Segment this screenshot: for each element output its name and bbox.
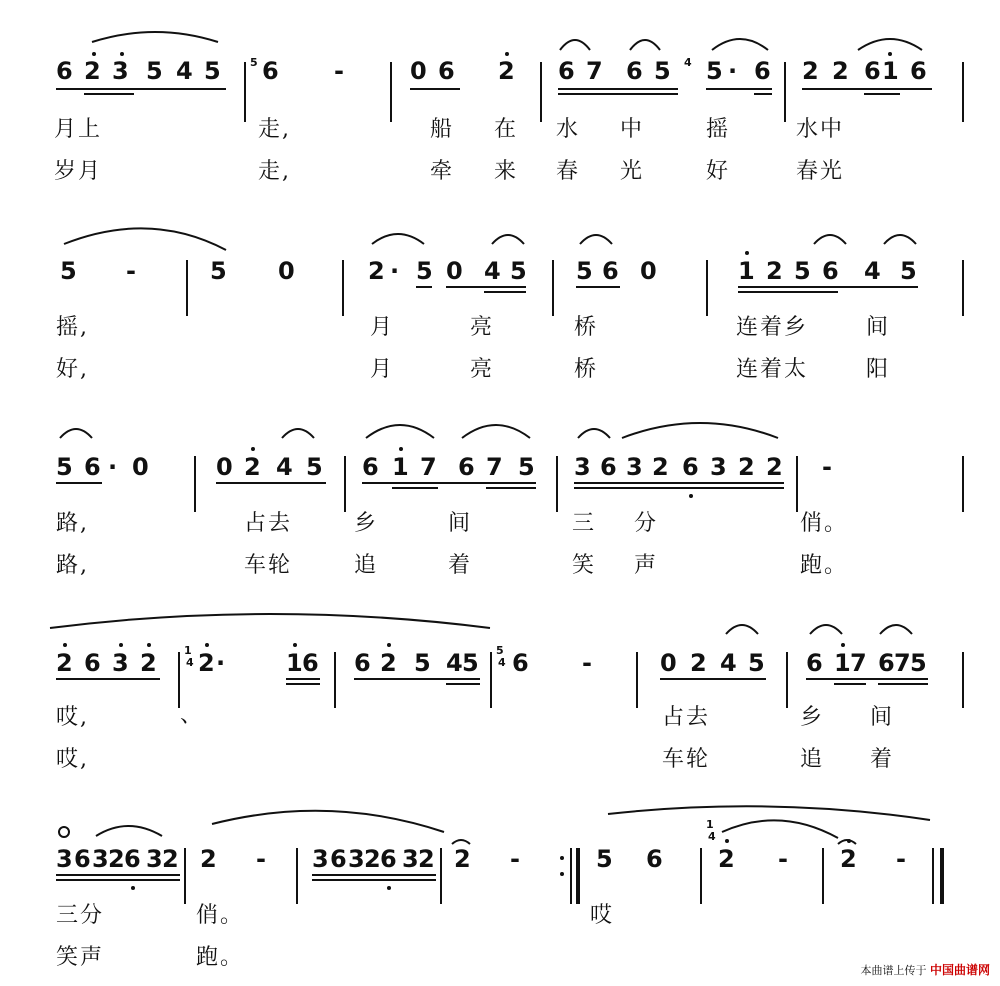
barline [390,62,392,122]
lyric-verse-2: 笑声 [56,945,105,970]
lyric-verse-1: 、 [180,703,205,728]
lyric-verse-1: 路, [56,511,89,536]
note: 6 [330,845,347,873]
note: 2 [766,257,783,285]
note: 2 [738,453,755,481]
grace-note: 4 [684,56,692,69]
note: 7 [850,649,867,677]
note: 6 [822,257,839,285]
grace-note: 1 [184,644,192,657]
octave-dot [131,886,135,890]
note: 5 [306,453,323,481]
note: 6 [380,845,397,873]
beam [576,286,620,288]
note: 5 [60,257,77,285]
lyric-verse-1: 摇, [56,315,89,340]
notation-line-4 [0,608,1000,677]
lyric-verse-2: 桥 [574,357,599,382]
octave-dot [841,643,845,647]
lyric-verse-1: 水 [556,117,581,142]
beam [56,879,180,881]
barline [194,456,196,512]
barline [490,652,492,708]
lyric-verse-1: 月上 [54,117,103,142]
note: 5 [210,257,227,285]
beam [806,678,928,680]
notation-line-5 [0,798,1000,873]
note: - [896,845,906,873]
beam [558,88,678,90]
beam [286,683,320,685]
note: 5 [596,845,613,873]
note: 5 [576,257,593,285]
note: 3 [626,453,643,481]
note: 1 [834,649,851,677]
note: 6 [558,57,575,85]
beam [574,487,784,489]
octave-dot [205,643,209,647]
lyric-verse-1: 三分 [56,903,105,928]
barline [540,62,542,122]
note: 3 [92,845,109,873]
lyric-verse-1: 中 [620,117,645,142]
note: 6 [600,453,617,481]
beam [56,88,226,90]
barline [342,260,344,316]
lyric-verse-2: 岁月 [54,159,103,184]
beam [754,93,772,95]
note: 5 [56,453,73,481]
note: 0 [660,649,677,677]
lyric-verse-1: 水中 [796,117,845,142]
note: 3 [112,649,129,677]
barline [556,456,558,512]
beam [312,879,436,881]
lyric-verse-1: 乡 [800,705,825,730]
grace-note: 4 [708,830,716,843]
beam [84,93,134,95]
note: 6 [354,649,371,677]
notation-line-2 [0,220,1000,285]
lyric-verse-2: 路, [56,553,89,578]
beam [738,286,918,288]
lyric-verse-2: 牵 [430,159,455,184]
note: 2 [840,845,857,873]
note: 6 [74,845,91,873]
note: 6 [84,453,101,481]
beam [484,291,526,293]
octave-dot [251,447,255,451]
lyric-verse-1: 连着乡 [736,315,809,340]
lyric-verse-1: 哎, [56,705,89,730]
note: 7 [486,453,503,481]
lyric-verse-2: 阳 [866,357,891,382]
notation-line-3 [0,414,1000,481]
barline [178,652,180,708]
note: 0 [446,257,463,285]
octave-dot [888,52,892,56]
lyric-verse-2: 哎, [56,747,89,772]
note: · [728,57,738,85]
note: 4 [446,649,463,677]
note: 7 [420,453,437,481]
barline [706,260,708,316]
barline [296,848,298,904]
lyric-verse-1: 间 [866,315,891,340]
note: 5 [416,257,433,285]
beam [802,88,932,90]
lyric-verse-1: 桥 [574,315,599,340]
beam [56,874,180,876]
beam [56,482,102,484]
note: 2 [198,649,215,677]
note: 2 [418,845,435,873]
lyric-verse-2: 连着太 [736,357,809,382]
barline [344,456,346,512]
note: 7 [894,649,911,677]
lyric-verse-1: 亮 [470,315,495,340]
lyric-verse-2: 车轮 [662,747,711,772]
lyric-verse-2: 好 [706,159,731,184]
beam [312,874,436,876]
octave-dot [293,643,297,647]
grace-note: 4 [498,656,506,669]
lyric-verse-1: 哎 [590,903,615,928]
note: 6 [362,453,379,481]
notation-line-1 [0,28,1000,88]
barline [636,652,638,708]
lyric-verse-2: 车轮 [244,553,293,578]
note: 6 [458,453,475,481]
lyric-verse-2: 跑。 [196,945,245,970]
note: 5 [706,57,723,85]
barline [932,848,934,904]
note: 6 [682,453,699,481]
barline [962,62,964,122]
note: 5 [462,649,479,677]
note: 4 [484,257,501,285]
note: 5 [748,649,765,677]
note: 2 [162,845,179,873]
beam [354,678,480,680]
repeat-barline [576,848,580,904]
beam [834,683,866,685]
note: 2 [140,649,157,677]
beam [216,482,326,484]
note: 3 [574,453,591,481]
note: 2 [652,453,669,481]
barline [570,848,572,904]
barline [962,260,964,316]
note: 5 [900,257,917,285]
note: 4 [864,257,881,285]
note: - [510,845,520,873]
barline [786,652,788,708]
octave-dot [63,643,67,647]
octave-dot [387,643,391,647]
octave-dot [689,494,693,498]
grace-note: 5 [250,56,258,69]
note: 3 [348,845,365,873]
note: 3 [112,57,129,85]
note: 2 [766,453,783,481]
lyric-verse-2: 春 [556,159,581,184]
lyric-verse-1: 走, [258,117,291,142]
note: 3 [146,845,163,873]
note: 6 [438,57,455,85]
octave-dot [120,52,124,56]
beam [864,93,900,95]
note: - [126,257,136,285]
octave-dot [847,839,851,843]
lyric-verse-1: 占去 [244,511,293,536]
beam [738,291,838,293]
note: 5 [414,649,431,677]
note: · [216,649,226,677]
note: 5 [654,57,671,85]
beam [706,88,772,90]
barline [796,456,798,512]
note: 5 [518,453,535,481]
lyric-verse-2: 走, [258,159,291,184]
barline [784,62,786,122]
barline [700,848,702,904]
note: - [334,57,344,85]
beam [56,678,160,680]
lyric-verse-1: 占去 [662,705,711,730]
note: 0 [278,257,295,285]
note: 2 [380,649,397,677]
lyric-verse-2: 追 [800,747,825,772]
grace-note: 1 [706,818,714,831]
note: 1 [738,257,755,285]
barline [822,848,824,904]
beam [574,482,784,484]
note: - [778,845,788,873]
note: 5 [794,257,811,285]
note: 4 [176,57,193,85]
lyric-verse-2: 来 [494,159,519,184]
beam [878,683,928,685]
note: 3 [312,845,329,873]
note: - [582,649,592,677]
note: 6 [626,57,643,85]
grace-note: 4 [186,656,194,669]
note: 7 [586,57,603,85]
note: 2 [454,845,471,873]
note: 6 [602,257,619,285]
note: - [822,453,832,481]
note: - [256,845,266,873]
credit-prefix: 本曲谱上传于 [860,964,927,977]
lyric-verse-1: 三 [572,511,597,536]
note: 6 [864,57,881,85]
note: 2 [200,845,217,873]
lyric-verse-2: 亮 [470,357,495,382]
note: 2 [108,845,125,873]
lyric-verse-1: 分 [634,511,659,536]
note: 6 [646,845,663,873]
lyric-verse-1: 船 [430,117,455,142]
lyric-verse-1: 俏。 [196,903,245,928]
grace-note: 5 [496,644,504,657]
note: 6 [878,649,895,677]
repeat-dot [560,856,564,860]
octave-dot [119,643,123,647]
note: 3 [402,845,419,873]
note: 5 [146,57,163,85]
barline [244,62,246,122]
site-logo: 中国曲谱网 [929,963,990,977]
beam [558,93,678,95]
note: 2 [690,649,707,677]
beam [286,678,320,680]
beam [410,88,460,90]
lyric-verse-2: 月 [370,357,395,382]
barline [440,848,442,904]
lyric-verse-1: 乡 [354,511,379,536]
note: 0 [132,453,149,481]
octave-dot [399,447,403,451]
note: 3 [56,845,73,873]
barline [962,456,964,512]
note: 6 [302,649,319,677]
beam [486,487,536,489]
lyric-verse-1: 间 [870,705,895,730]
note: · [390,257,400,285]
note: 6 [262,57,279,85]
octave-dot [745,251,749,255]
note: 0 [640,257,657,285]
note: 1 [882,57,899,85]
note: 5 [204,57,221,85]
note: 6 [124,845,141,873]
lyric-verse-2: 着 [870,747,895,772]
note: 2 [364,845,381,873]
lyric-verse-1: 摇 [706,117,731,142]
note: · [108,453,118,481]
note: 5 [910,649,927,677]
beam [446,683,480,685]
octave-dot [387,886,391,890]
note: 2 [802,57,819,85]
note: 6 [910,57,927,85]
upload-credit [860,961,990,978]
note: 6 [84,649,101,677]
note: 2 [832,57,849,85]
note: 3 [710,453,727,481]
lyric-verse-2: 跑。 [800,553,849,578]
lyric-verse-1: 俏。 [800,511,849,536]
beam [660,678,766,680]
note: 0 [216,453,233,481]
note: 1 [392,453,409,481]
note: 6 [512,649,529,677]
note: 4 [276,453,293,481]
beam [362,482,536,484]
barline [552,260,554,316]
octave-dot [147,643,151,647]
note: 2 [498,57,515,85]
lyric-verse-2: 笑 [572,553,597,578]
lyric-verse-2: 光 [620,159,645,184]
lyric-verse-1: 月 [370,315,395,340]
note: 4 [720,649,737,677]
note: 2 [84,57,101,85]
lyric-verse-2: 着 [448,553,473,578]
beam [416,286,432,288]
note: 6 [754,57,771,85]
barline [334,652,336,708]
barline [184,848,186,904]
note: 1 [286,649,303,677]
note: 5 [510,257,527,285]
barline [962,652,964,708]
beam [392,487,438,489]
repeat-dot [560,872,564,876]
octave-dot [725,839,729,843]
lyric-verse-2: 声 [634,553,659,578]
octave-dot [505,52,509,56]
lyric-verse-1: 在 [494,117,519,142]
note: 2 [368,257,385,285]
note: 2 [56,649,73,677]
note: 6 [56,57,73,85]
octave-dot [92,52,96,56]
lyric-verse-1: 间 [448,511,473,536]
note: 6 [806,649,823,677]
final-barline [940,848,944,904]
lyric-verse-2: 追 [354,553,379,578]
note: 2 [244,453,261,481]
barline [186,260,188,316]
lyric-verse-2: 春光 [796,159,845,184]
beam [446,286,526,288]
note: 0 [410,57,427,85]
lyric-verse-2: 好, [56,357,89,382]
note: 2 [718,845,735,873]
